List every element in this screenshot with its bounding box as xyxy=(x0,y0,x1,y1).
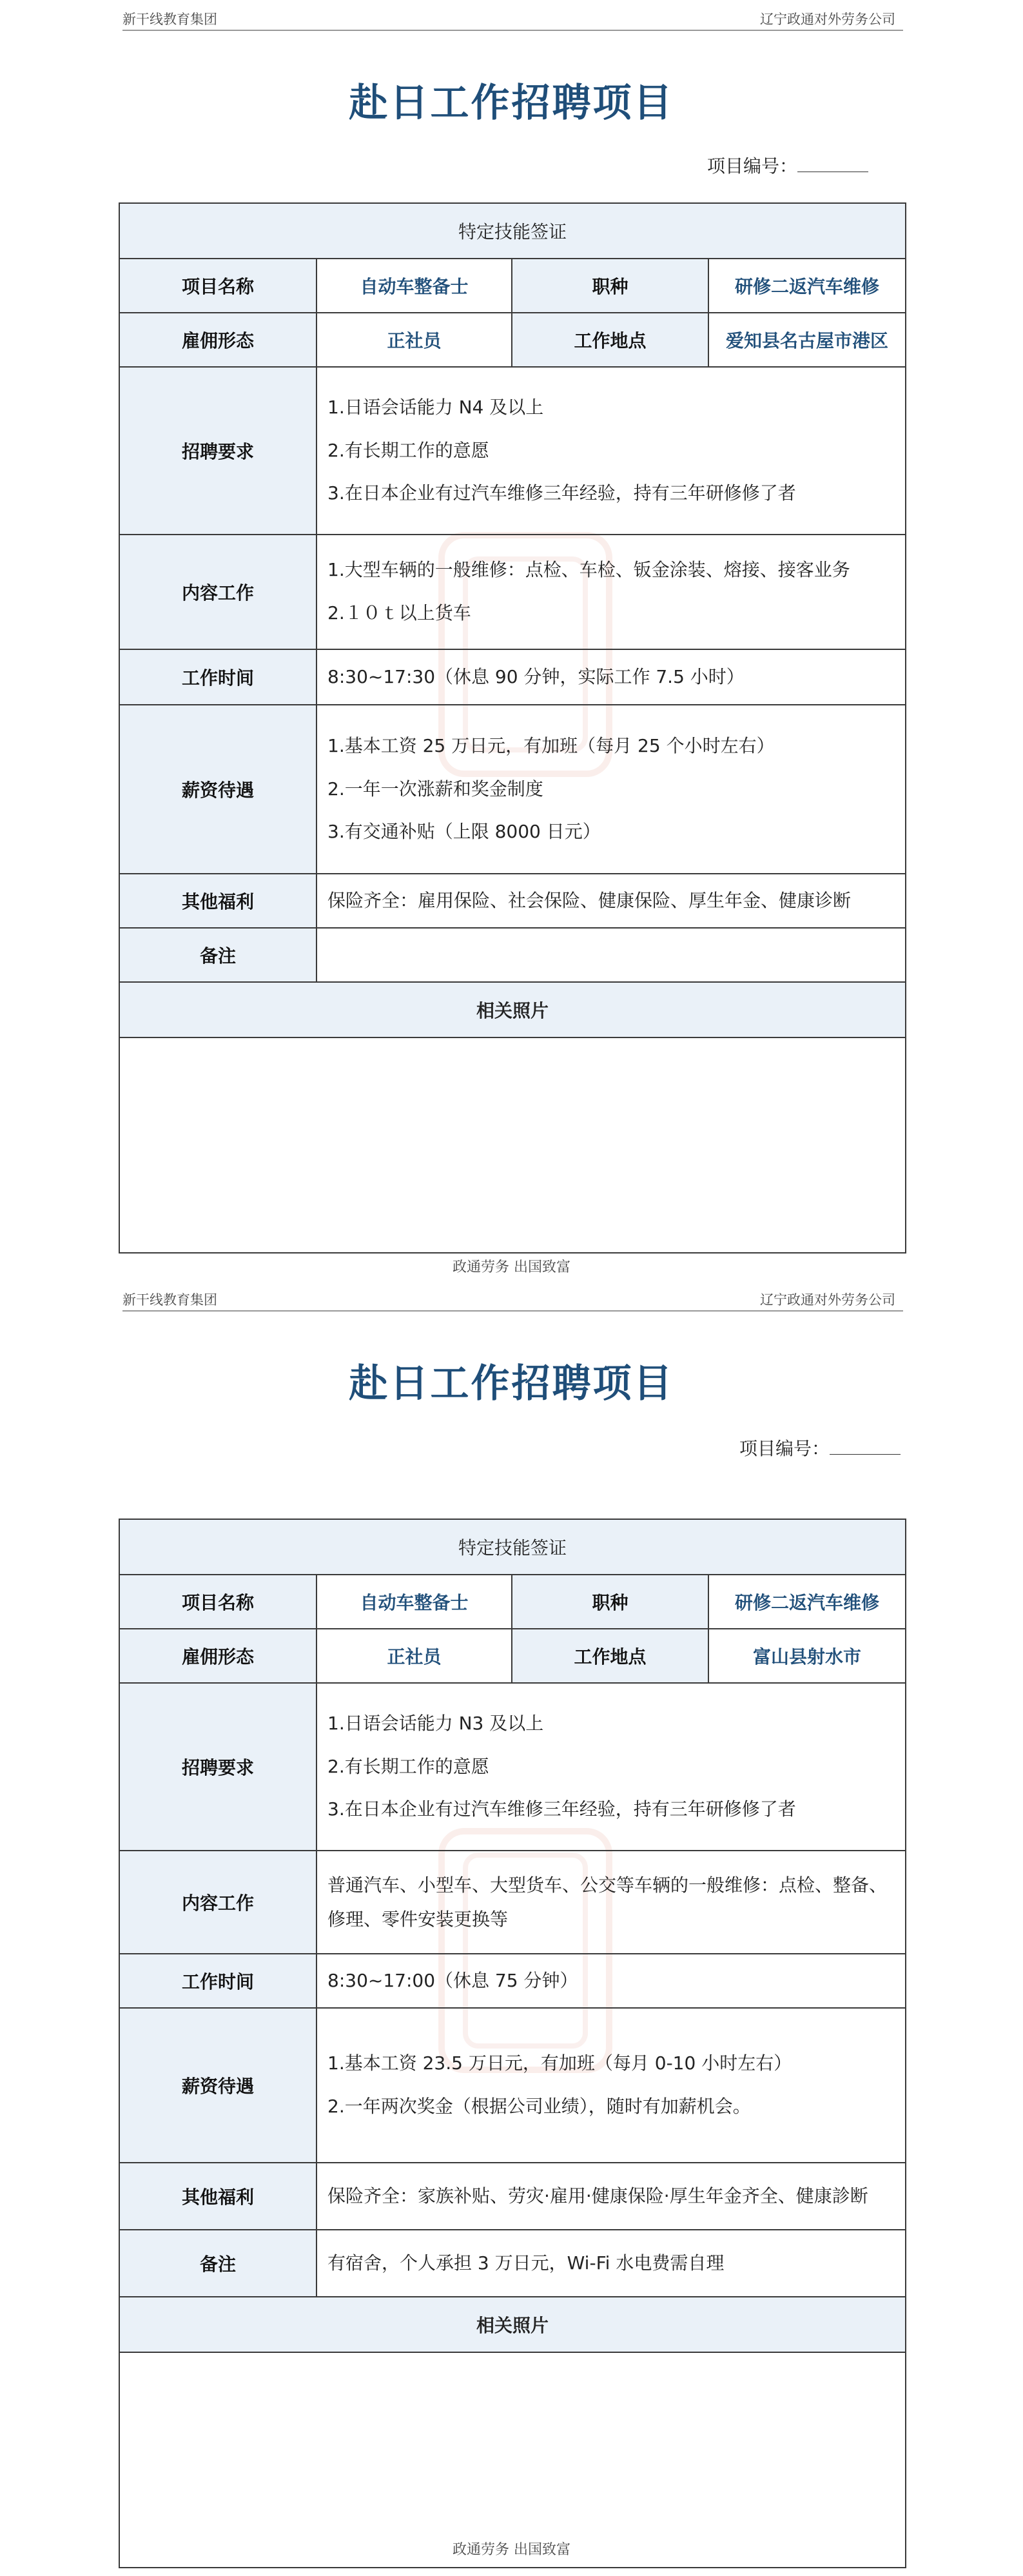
header-left: 新干线教育集团 xyxy=(122,1292,217,1308)
job-type-value: 研修二返汽车维修 xyxy=(708,1575,906,1629)
notes-label: 备注 xyxy=(119,928,317,982)
salary-value xyxy=(317,2008,906,2163)
job-type-label: 职种 xyxy=(512,1575,708,1629)
project-number xyxy=(739,1435,901,1460)
recruitment-form xyxy=(119,202,906,1254)
requirement-item: 3.在日本企业有过汽车维修三年经验，持有三年研修修了者 xyxy=(327,482,796,504)
salary-item: 1.基本工资 25 万日元，有加班（每月 25 个小时左右） xyxy=(327,735,775,757)
project-name-value: 自动车整备士 xyxy=(317,259,512,313)
job-type-label: 职种 xyxy=(512,259,708,313)
recruitment-form xyxy=(119,1519,906,2568)
requirements-value xyxy=(317,367,906,535)
project-number-blank xyxy=(830,1437,901,1455)
project-number xyxy=(707,152,868,178)
header-right: 辽宁政通对外劳务公司 xyxy=(760,12,895,27)
photos-label: 相关照片 xyxy=(119,982,906,1037)
requirement-item: 2.有长期工作的意愿 xyxy=(327,439,489,461)
project-name-label: 项目名称 xyxy=(119,1575,317,1629)
project-name-value: 自动车整备士 xyxy=(317,1575,512,1629)
location-label: 工作地点 xyxy=(512,313,708,367)
location-value: 富山县射水市 xyxy=(708,1629,906,1683)
salary-value xyxy=(317,705,906,874)
salary-item: 1.基本工资 23.5 万日元，有加班（每月 0-10 小时左右） xyxy=(327,2052,792,2074)
notes-value xyxy=(317,928,906,982)
requirement-item: 1.日语会话能力 N3 及以上 xyxy=(327,1713,544,1735)
content-item: 1.大型车辆的一般维修：点检、车检、钣金涂装、熔接、接客业务 xyxy=(327,559,850,581)
salary-item: 3.有交通补贴（上限 8000 日元） xyxy=(327,821,601,843)
requirements-label: 招聘要求 xyxy=(119,367,317,535)
photos-label: 相关照片 xyxy=(119,2297,906,2352)
content-value xyxy=(317,1851,906,1954)
page-footer: 政通劳务 出国致富 xyxy=(453,2542,570,2558)
employment-label: 雇佣形态 xyxy=(119,313,317,367)
notes-label: 备注 xyxy=(119,2230,317,2297)
benefits-label: 其他福利 xyxy=(119,874,317,928)
requirement-item: 1.日语会话能力 N4 及以上 xyxy=(327,397,544,418)
photos-area xyxy=(119,2352,906,2568)
hours-value: 8:30~17:00（休息 75 分钟） xyxy=(317,1954,906,2008)
header-right: 辽宁政通对外劳务公司 xyxy=(760,1292,895,1308)
project-number-label: 项目编号： xyxy=(739,1438,830,1459)
requirement-item: 2.有长期工作的意愿 xyxy=(327,1755,489,1777)
salary-item: 2.一年一次涨薪和奖金制度 xyxy=(327,778,543,800)
page-title: 赴日工作招聘项目 xyxy=(349,81,674,126)
benefits-label: 其他福利 xyxy=(119,2163,317,2230)
benefits-value: 保险齐全：雇用保险、社会保险、健康保险、厚生年金、健康诊断 xyxy=(317,874,906,928)
salary-item: 2.一年两次奖金（根据公司业绩），随时有加薪机会。 xyxy=(327,2096,751,2117)
project-number-blank xyxy=(797,155,868,172)
requirements-value xyxy=(317,1683,906,1851)
content-item: 2.１０ｔ以上货车 xyxy=(327,602,471,624)
content-label: 内容工作 xyxy=(119,1851,317,1954)
requirement-item: 3.在日本企业有过汽车维修三年经验，持有三年研修修了者 xyxy=(327,1798,796,1820)
content-label: 内容工作 xyxy=(119,535,317,649)
employment-value: 正社员 xyxy=(317,1629,512,1683)
content-value xyxy=(317,535,906,649)
location-label: 工作地点 xyxy=(512,1629,708,1683)
page-footer: 政通劳务 出国致富 xyxy=(453,1259,570,1275)
photos-area xyxy=(119,1037,906,1253)
requirements-label: 招聘要求 xyxy=(119,1683,317,1851)
employment-value: 正社员 xyxy=(317,313,512,367)
salary-label: 薪资待遇 xyxy=(119,2008,317,2163)
project-name-label: 项目名称 xyxy=(119,259,317,313)
project-number-label: 项目编号： xyxy=(707,155,798,177)
benefits-value: 保险齐全：家族补贴、劳灾·雇用·健康保险·厚生年金齐全、健康診断 xyxy=(317,2163,906,2230)
page-title: 赴日工作招聘项目 xyxy=(349,1361,674,1406)
hours-label: 工作时间 xyxy=(119,649,317,705)
salary-label: 薪资待遇 xyxy=(119,705,317,874)
header-left: 新干线教育集团 xyxy=(122,12,217,27)
notes-value: 有宿舍，个人承担 3 万日元，Wi-Fi 水电费需自理 xyxy=(317,2230,906,2297)
page-header xyxy=(122,4,903,31)
employment-label: 雇佣形态 xyxy=(119,1629,317,1683)
hours-value: 8:30~17:30（休息 90 分钟，实际工作 7.5 小时） xyxy=(317,649,906,705)
content-item: 普通汽车、小型车、大型货车、公交等车辆的一般维修：点检、整备、修理、零件安装更换等 xyxy=(327,1874,888,1930)
page-header xyxy=(122,1284,903,1312)
job-type-value: 研修二返汽车维修 xyxy=(708,259,906,313)
visa-type: 特定技能签证 xyxy=(119,203,906,259)
visa-type: 特定技能签证 xyxy=(119,1519,906,1575)
hours-label: 工作时间 xyxy=(119,1954,317,2008)
location-value: 爱知县名古屋市港区 xyxy=(708,313,906,367)
